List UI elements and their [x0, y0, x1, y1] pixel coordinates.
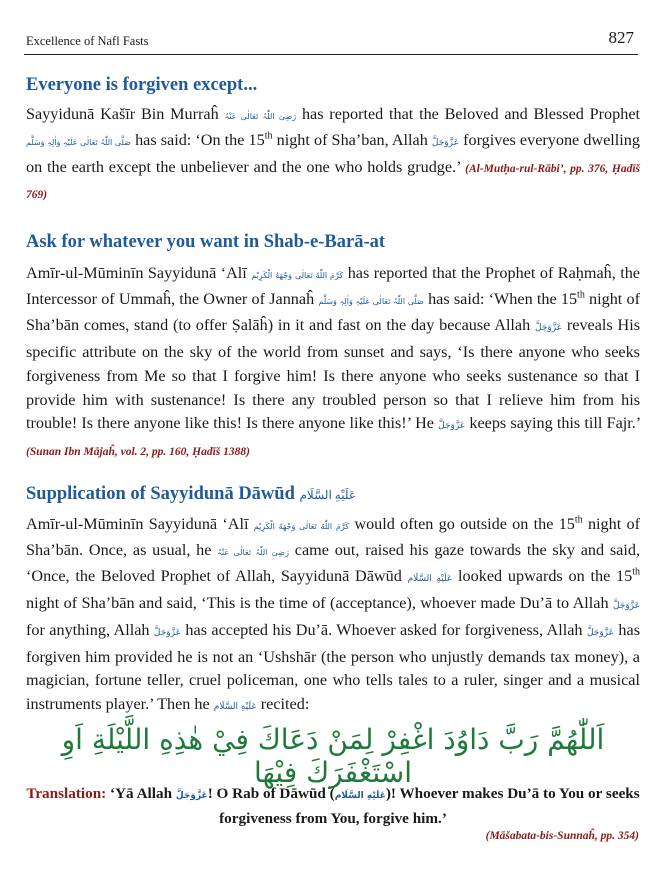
honorific-alayhis-salam: عَلَيْهِ السَّلَام	[299, 488, 356, 502]
honorific-radiyallahu: رَضِیَ اللّٰہُ تَعَالٰی عَنْہُ	[217, 547, 289, 557]
section-heading-supplication: Supplication of Sayyidunā Dāwūd عَلَيْهِ السَّلَام	[26, 484, 356, 504]
honorific-azza-wa-jall: عَزَّوَجَلَّ	[586, 627, 614, 638]
honorific-alayhis-salam: عَلَيْهِ السَّلَام	[213, 702, 257, 713]
page-header	[24, 26, 638, 55]
honorific-azza-wa-jall: عَزَّوَجَلَّ	[535, 322, 563, 333]
section-body-forgiven: Sayyidunā Kašīr Bin Murraĥ رَضِیَ اللّٰہُ تَعَالٰی عَنْہُ has reported that the Beloved and Blessed Prophet صَلَّی اللّٰہُ تَعَالٰی عَلَیْہِ وَاٰلِہٖ وَسَلَّم has said: ‘On the 15th night of Sha’ban, Allah عَزَّوَجَلَّ forgives everyone dwelling on the earth except the unbeliever and the one who holds grudge.’ (Al-Mutḥa-rul-Rābi’, pp. 376, Ḥadīš 769)	[26, 105, 641, 201]
honorific-sallallahu: صَلَّی اللّٰہُ تَعَالٰی عَلَیْہِ وَاٰلِہٖ وَسَلَّم	[26, 137, 131, 147]
translation-label: Translation:	[26, 785, 110, 802]
book-title: Excellence of Nafl Fasts	[26, 34, 149, 48]
translation: Translation: ‘Yā Allah عَزَّوَجَلَّ! O Rab of Dāwūd (عَلَيْهِ السَّلَام)! Whoever makes Du’ā to You or seeks forgiveness from You, forgive him.’	[26, 785, 640, 827]
honorific-alayhis-salam: عَلَيْهِ السَّلَام	[334, 791, 386, 801]
honorific-radiyallahu: رَضِیَ اللّٰہُ تَعَالٰی عَنْہُ	[224, 112, 297, 121]
honorific-azza-wa-jall: عَزَّوَجَلَّ	[431, 137, 459, 148]
honorific-karramallahu: كَرَّمَ اللّٰهُ تَعَالٰى وَجْهَهُ الْكَرِيْم	[253, 522, 350, 531]
honorific-sallallahu: صَلَّی اللّٰہُ تَعَالٰی عَلَیْہِ وَاٰلِہٖ وَسَلَّم	[318, 296, 424, 306]
honorific-azza-wa-jall: عَزَّوَجَلَّ	[153, 627, 181, 638]
section-body-shab-e-baraat: Amīr-ul-Mūminīn Sayyidunā ‘Alī كَرَّمَ اللّٰهُ تَعَالٰى وَجْهَهُ الْكَرِيْم has reported that the Prophet of Raḥmaĥ, the Intercessor of Ummaĥ, the Owner of Jannaĥ صَلَّی اللّٰہُ تَعَالٰی عَلَیْہِ وَاٰلِہٖ وَسَلَّم has said: ‘When the 15th night of Sha’bān comes, stand (to offer Ṣalāĥ) in it and fast on the day because Allah عَزَّوَجَلَّ reveals His specific attribute on the sky of the world from sunset and says, ‘Is there anyone who seeks forgiveness from Me so that I forgive him! Is there anyone who seeks sustenance so that I provide him with sustenance! Is there any troubled person so that I relieve him from his trouble! Is there anyone like this! Is there anyone like this!’ He عَزَّوَجَلَّ keeps saying this till Fajr.’ (Sunan Ibn Mājaĥ, vol. 2, pp. 160, Ḥadīš 1388)	[26, 264, 640, 459]
reference-citation: (Sunan Ibn Mājaĥ, vol. 2, pp. 160, Ḥadīš 1388)	[26, 446, 250, 459]
section-heading-forgiven: Everyone is forgiven except...	[26, 75, 258, 95]
honorific-karramallahu: كَرَّمَ اللّٰهُ تَعَالٰى وَجْهَهُ الْكَرِيْم	[251, 271, 344, 280]
honorific-azza-wa-jall: عَزَّوَجَلَّ	[175, 791, 208, 801]
reference-citation: (Māšabata-bis-Sunnaĥ, pp. 354)	[485, 830, 639, 842]
honorific-azza-wa-jall: عَزَّوَجَلَّ	[438, 421, 466, 432]
section-body-supplication: Amīr-ul-Mūminīn Sayyidunā ‘Alī كَرَّمَ اللّٰهُ تَعَالٰى وَجْهَهُ الْكَرِيْم would often go outside on the 15th night of Sha’bān. Once, as usual, he رَضِیَ اللّٰہُ تَعَالٰی عَنْہُ came out, raised his gaze towards the sky and said, ‘Once, the Beloved Prophet of Allah, Sayyidunā Dāwūd عَلَيْهِ السَّلَام looked upwards on the 15th night of Sha’bān and said, ‘This is the time of (acceptance), whoever made Du’ā to Allah عَزَّوَجَلَّ for anything, Allah عَزَّوَجَلَّ has accepted his Du’ā. Whoever asked for forgiveness, Allah عَزَّوَجَلَّ has forgiven him provided he is not an ‘Ushshār (the person who unjustly demands tax money), a magician, fortune teller, cruel policeman, one who tells tales to a ruler, singer and a musical instruments player.’ Then he عَلَيْهِ السَّلَام recited:	[26, 514, 641, 714]
arabic-supplication: اَللّٰهُمَّ رَبَّ دَاوُدَ اغْفِرْ لِمَنْ دَعَاكَ فِيْ هٰذِهِ اللَّيْلَةِ اَوِ اسْتَغْفَرَكَ فِيْهَا	[61, 723, 605, 789]
honorific-azza-wa-jall: عَزَّوَجَلَّ	[612, 600, 640, 611]
reference-citation: (Al-Mutḥa-rul-Rābi’, pp. 376, Ḥadīš 769)	[26, 162, 640, 201]
honorific-alayhis-salam: عَلَيْهِ السَّلَام	[407, 573, 453, 584]
page-number: 827	[608, 28, 634, 47]
section-heading-shab-e-baraat: Ask for whatever you want in Shab-e-Barā-at	[26, 232, 386, 252]
